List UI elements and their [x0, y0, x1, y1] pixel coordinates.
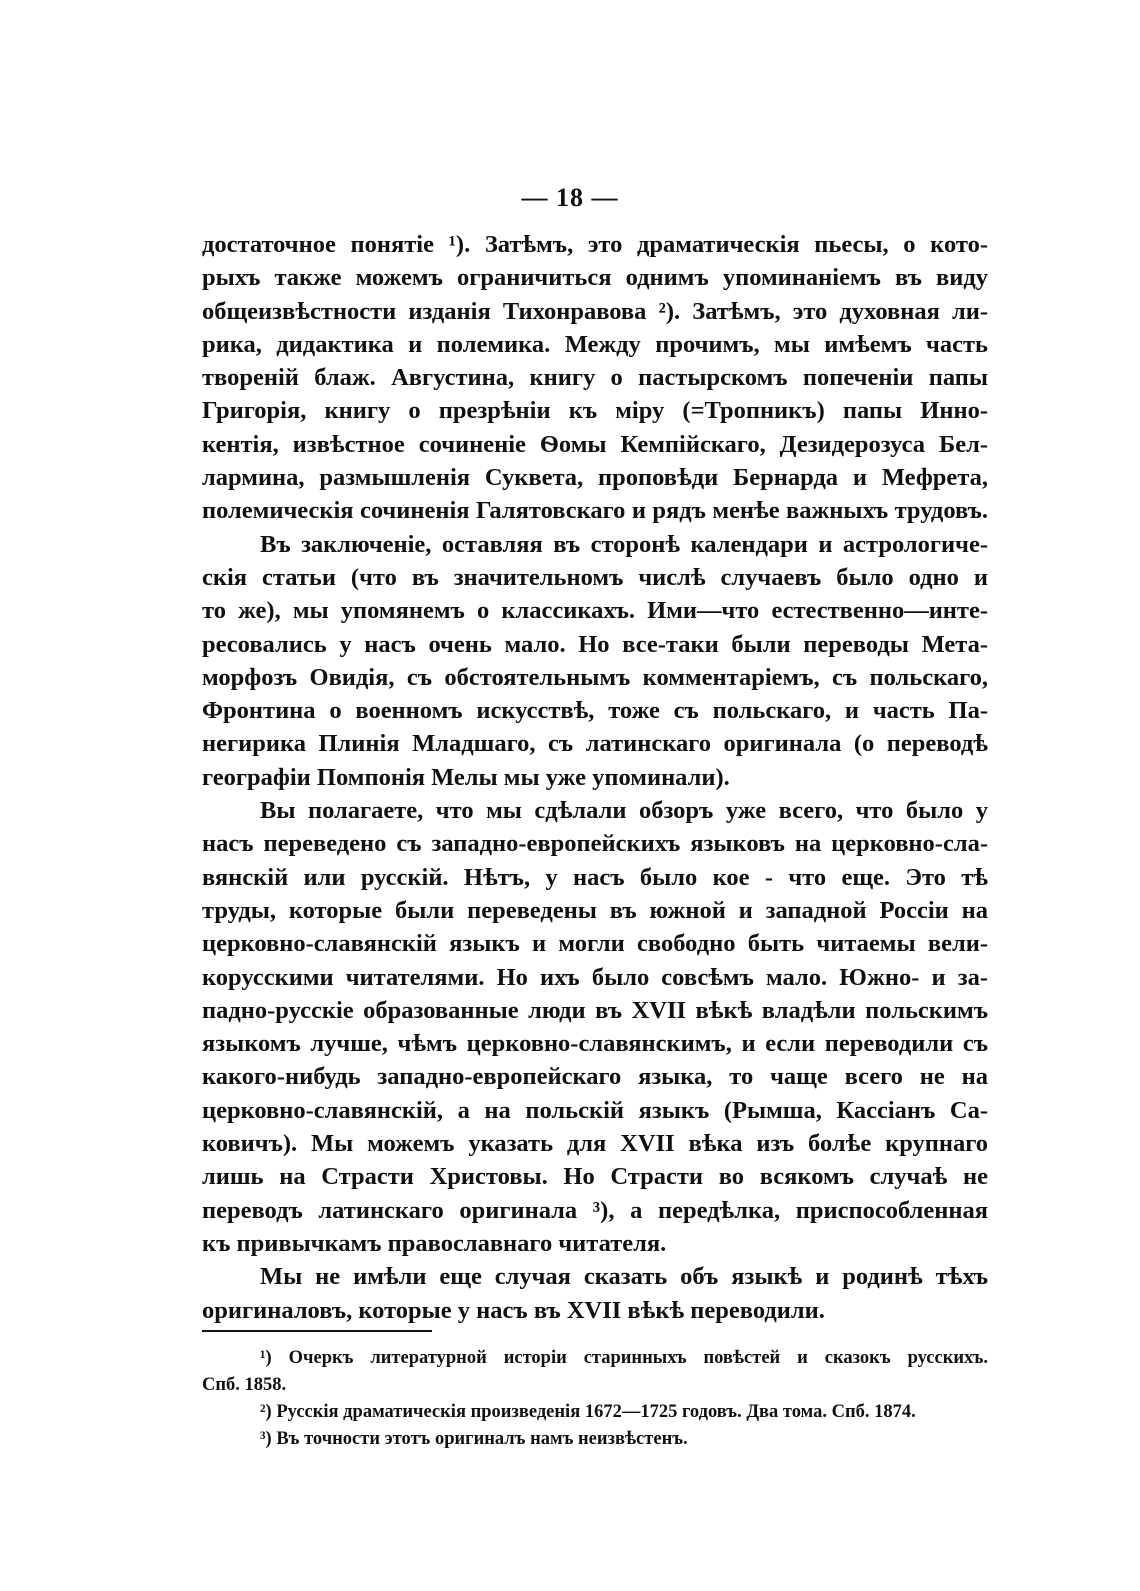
- text-line: достаточное понятіе ¹). Затѣмъ, это драматическія пьесы, о кото-: [202, 231, 988, 258]
- text-line: Григорія, книгу о презрѣніи къ міру (=Тропникъ) папы Инно-: [202, 397, 988, 425]
- text-line: какого-нибудь западно-европейскаго языка, то чаще всего не на: [202, 1063, 988, 1091]
- text-line: падно-русскіе образованные люди въ XVII вѣкѣ владѣли польскимъ: [202, 996, 988, 1024]
- text-line: скія статьи (что въ значительномъ числѣ случаевъ было одно и: [202, 563, 988, 591]
- text-line: языкомъ лучше, чѣмъ церковно-славянскимъ, и если переводили съ: [202, 1030, 988, 1058]
- text-line: то же), мы упомянемъ о классикахъ. Ими—что естественно—инте-: [202, 597, 988, 625]
- paragraph: [202, 1260, 988, 1327]
- text-line: ресовались у насъ очень мало. Но все-таки были переводы Мета-: [202, 630, 988, 658]
- text-line: къ привычкамъ православнаго читателя.: [202, 1229, 667, 1257]
- text-line: Фронтина о военномъ искусствѣ, тоже съ польскаго, и часть Па-: [202, 697, 988, 725]
- text-line: Въ заключеніе, оставляя въ сторонѣ календари и астрологиче-: [260, 530, 988, 558]
- text-line: кентія, извѣстное сочиненіе Ѳомы Кемпійскаго, Дезидерозуса Бел-: [202, 430, 988, 458]
- text-line: ковичъ). Мы можемъ указать для XVII вѣка изъ болѣе крупнаго: [202, 1130, 988, 1158]
- paragraph: [202, 228, 988, 528]
- text-line: корусскими читателями. Но ихъ было совсѣмъ мало. Южно- и за-: [202, 963, 988, 991]
- text-line: рыхъ также можемъ ограничиться однимъ упоминаніемъ въ виду: [202, 264, 988, 292]
- footnote-line: Спб. 1858.: [202, 1375, 287, 1395]
- footnote-line: ³) Въ точности этотъ оригиналъ намъ неизвѣстенъ.: [260, 1429, 688, 1449]
- footnote-line: ²) Русскія драматическія произведенія 1672—1725 годовъ. Два тома. Спб. 1874.: [260, 1402, 916, 1422]
- text-line: негирика Плинія Младшаго, съ латинскаго оригинала (о переводѣ: [202, 730, 988, 758]
- text-line: Вы полагаете, что мы сдѣлали обзоръ уже всего, что было у: [260, 797, 988, 825]
- paragraph: [202, 794, 988, 1260]
- text-line: насъ переведено съ западно-европейскихъ языковъ на церковно-сла-: [202, 830, 988, 858]
- text-line: церковно-славянскій языкъ и могли свободно быть читаемы вели-: [202, 930, 988, 958]
- text-line: твореній блаж. Августина, книгу о пастырскомъ попеченіи папы: [202, 364, 988, 392]
- footnote-divider: [202, 1330, 432, 1332]
- text-line: оригиналовъ, которые у насъ въ XVII вѣкѣ переводили.: [202, 1296, 825, 1324]
- page-number: — 18 —: [521, 183, 619, 212]
- text-line: географіи Помпонія Мелы мы уже упоминали).: [202, 763, 730, 791]
- text-line: рика, дидактика и полемика. Между прочимъ, мы имѣемъ часть: [202, 330, 988, 358]
- text-line: Мы не имѣли еще случая сказать объ языкѣ и родинѣ тѣхъ: [260, 1263, 988, 1291]
- paragraph: [202, 528, 988, 794]
- text-line: вянскій или русскій. Нѣтъ, у насъ было кое - что еще. Это тѣ: [202, 863, 988, 891]
- text-line: труды, которые были переведены въ южной и западной Россіи на: [202, 896, 988, 924]
- footnotes: [202, 1345, 988, 1453]
- text-line: общеизвѣстности изданія Тихонравова ²). Затѣмъ, это духовная ли-: [202, 297, 988, 325]
- main-text: [202, 228, 988, 1327]
- text-line: лишь на Страсти Христовы. Но Страсти во всякомъ случаѣ не: [202, 1163, 988, 1191]
- text-line: церковно-славянскій, а на польскій языкъ (Рымша, Кассіанъ Са-: [202, 1096, 988, 1124]
- text-line: переводъ латинскаго оригинала ³), а передѣлка, приспособленная: [202, 1196, 988, 1224]
- text-line: лармина, размышленія Суквета, проповѣди Бернарда и Мефрета,: [202, 464, 988, 492]
- text-line: полемическія сочиненія Галятовскаго и рядъ менѣе важныхъ трудовъ.: [202, 497, 988, 525]
- text-line: морфозъ Овидія, съ обстоятельнымъ комментаріемъ, съ польскаго,: [202, 663, 988, 691]
- footnote-line: ¹) Очеркъ литературной исторіи старинныхъ повѣстей и сказокъ русскихъ.: [260, 1348, 988, 1368]
